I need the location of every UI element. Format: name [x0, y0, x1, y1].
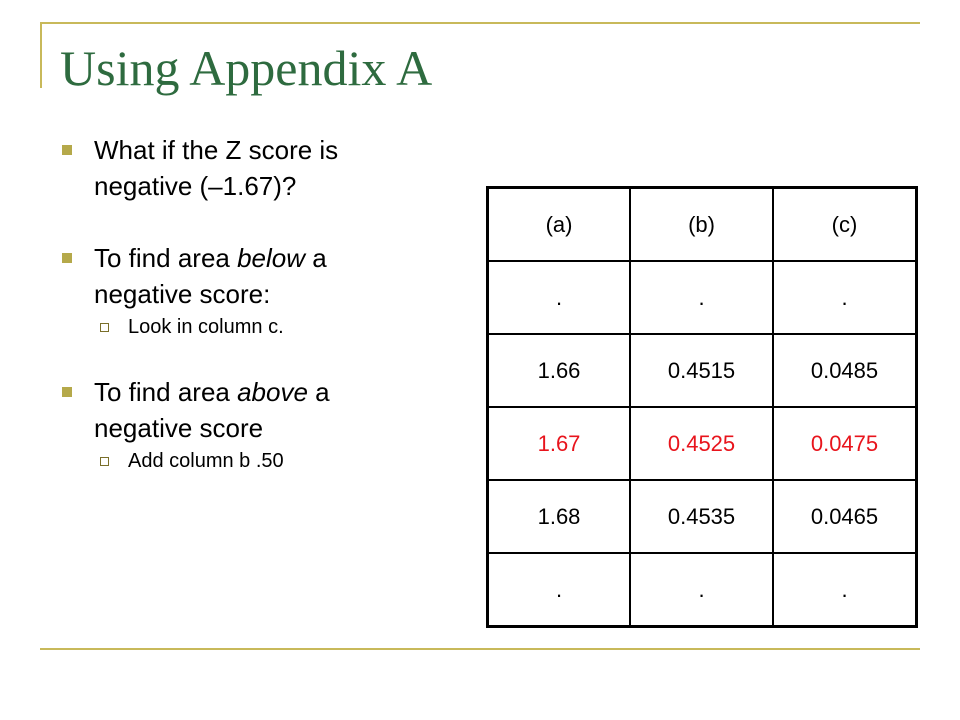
hollow-square-bullet-icon	[100, 323, 109, 332]
table-cell: 0.0475	[773, 407, 917, 480]
square-bullet-icon	[62, 145, 72, 155]
sub-bullet-add-column-b: Add column b .50	[60, 446, 440, 476]
bullet-line: negative score	[94, 413, 264, 443]
frame-top-line	[40, 22, 920, 24]
bullet-item-negative-z	[60, 132, 440, 204]
table-cell: 1.68	[488, 480, 631, 553]
frame-left-line	[40, 22, 42, 88]
table-row-highlighted	[488, 407, 917, 480]
table-cell: .	[488, 261, 631, 334]
table-cell: 1.67	[488, 407, 631, 480]
frame-bottom-line	[40, 648, 920, 650]
table-row	[488, 553, 917, 627]
sub-bullet-look-column-c: Look in column c.	[60, 312, 440, 342]
slide-title: Using Appendix A	[60, 40, 433, 96]
bullet-line: negative (–1.67)?	[94, 171, 297, 201]
table-cell: 0.0465	[773, 480, 917, 553]
bullet-line: negative score:	[94, 279, 271, 309]
table-cell: .	[630, 553, 773, 627]
table-cell: .	[773, 261, 917, 334]
emphasis-below: below	[237, 243, 306, 273]
table-cell: .	[773, 553, 917, 627]
table-cell: 0.4515	[630, 334, 773, 407]
table-cell: .	[630, 261, 773, 334]
bullet-line: What if the Z score is	[94, 135, 339, 165]
table-header-cell: (b)	[630, 188, 773, 262]
table-cell: 0.4525	[630, 407, 773, 480]
table-cell: 0.0485	[773, 334, 917, 407]
bullet-line: To find area below a	[94, 243, 327, 273]
table-header-cell: (a)	[488, 188, 631, 262]
table-row	[488, 480, 917, 553]
bullet-line: To find area above a	[94, 377, 330, 407]
table-cell: .	[488, 553, 631, 627]
table-cell: 1.66	[488, 334, 631, 407]
bullet-list	[60, 132, 440, 476]
table-header-row	[488, 188, 917, 262]
bullet-item-area-below	[60, 240, 440, 312]
emphasis-above: above	[237, 377, 308, 407]
table-row	[488, 334, 917, 407]
bullet-item-area-above	[60, 374, 440, 446]
square-bullet-icon	[62, 253, 72, 263]
square-bullet-icon	[62, 387, 72, 397]
table-header-cell: (c)	[773, 188, 917, 262]
z-table	[486, 186, 918, 628]
table-row	[488, 261, 917, 334]
hollow-square-bullet-icon	[100, 457, 109, 466]
table-cell: 0.4535	[630, 480, 773, 553]
